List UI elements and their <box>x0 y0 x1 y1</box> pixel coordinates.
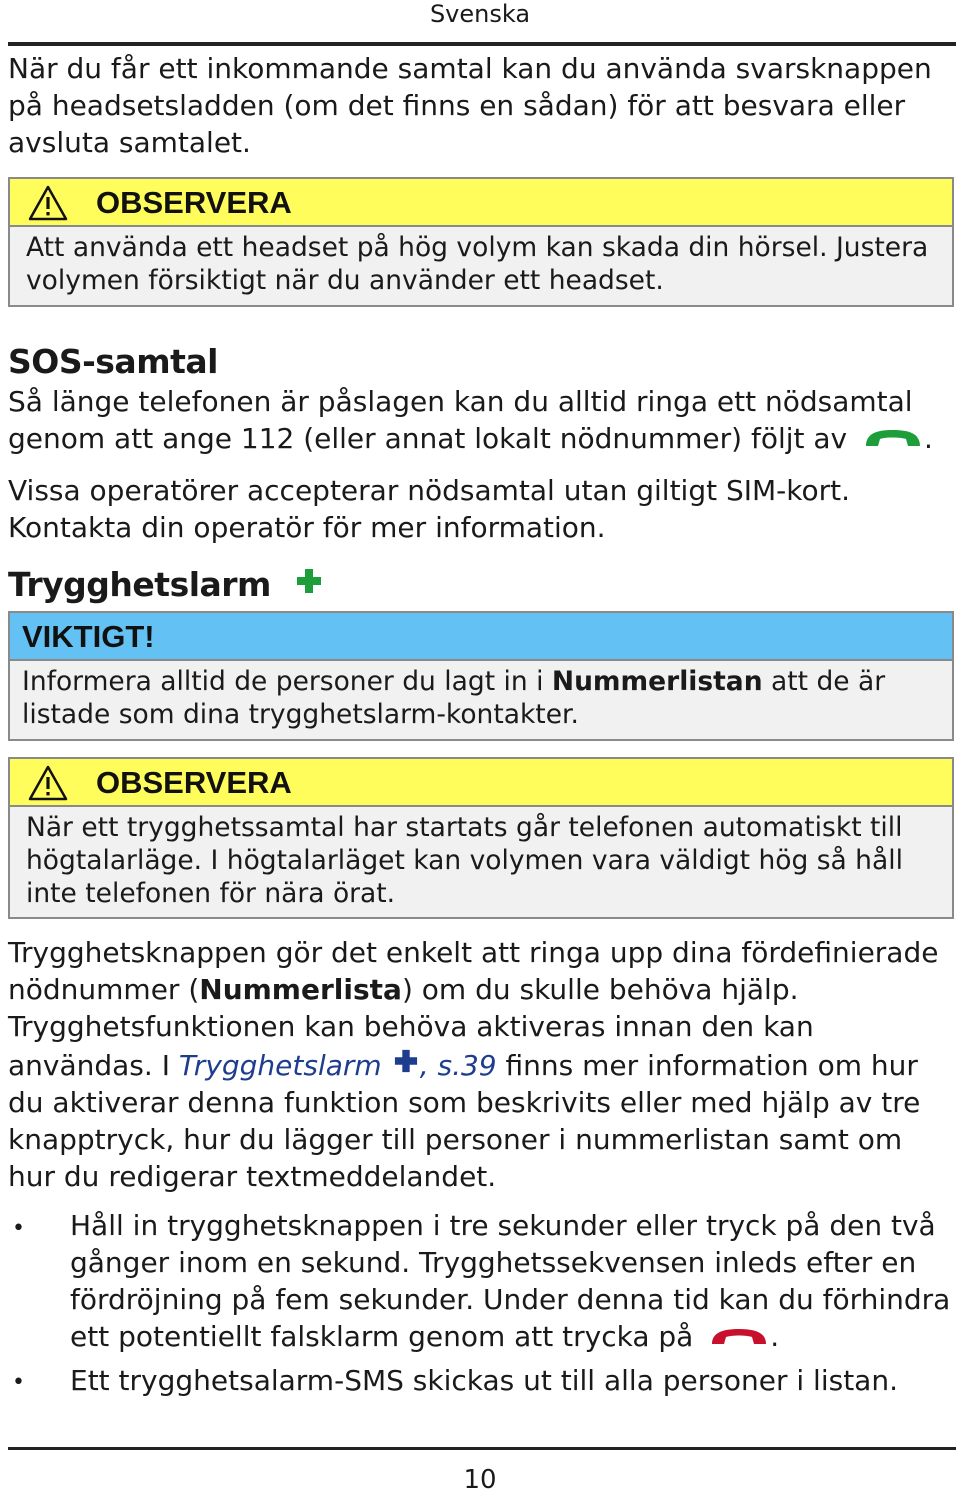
end-call-red-icon <box>708 1320 770 1357</box>
important-box <box>8 611 954 741</box>
section-heading-sos: SOS-samtal <box>8 342 218 381</box>
note-title: OBSERVERA <box>96 185 292 220</box>
important-text-bold: Nummerlistan <box>551 666 763 697</box>
bullet-list <box>0 1207 960 1407</box>
note-box-volume <box>8 177 954 307</box>
safety-paragraph-a: Trygghetsknappen gör det enkelt att ringa upp dina fördefinierade nödnummer ( <box>8 936 939 1006</box>
safety-paragraph <box>8 934 953 1195</box>
warning-icon <box>28 185 68 225</box>
note-header <box>10 179 952 227</box>
safety-paragraph-c: finns mer information om hur du aktiverar denna funktion som beskrivits eller med hjälp av tre knapptryck, hur du lägger till personer i nummerlistan samt om hur du redigerar textmeddelandet. <box>8 1049 921 1193</box>
note-title: OBSERVERA <box>96 765 292 800</box>
bullet-item-1-text: Håll in trygghetsknappen i tre sekunder eller tryck på den två gånger inom en sekund. Trygghetssekvensen inleds efter en fördröjning på fem sekunder. Under denna tid kan du förhindra ett potentiellt falsklarm genom att trycka på <box>70 1209 951 1353</box>
safety-paragraph-b: ) om du skulle behöva hjälp. Trygghetsfunktionen kan behöva aktiveras innan den kan användas. I <box>8 973 814 1082</box>
important-text <box>10 661 952 731</box>
call-green-icon <box>862 422 924 459</box>
link-trygghetslarm-text[interactable]: Trygghetslarm <box>178 1049 382 1082</box>
bullet-item-1 <box>70 1207 955 1357</box>
bullet-marker: • <box>12 1370 25 1395</box>
intro-paragraph: När du får ett inkommande samtal kan du använda svarsknappen på headsetsladden (om det finns en sådan) för att besvara eller avsluta samtalet. <box>8 52 932 159</box>
page-header-language: Svenska <box>429 0 531 28</box>
bullet-marker: • <box>12 1216 25 1241</box>
header-rule <box>8 42 956 46</box>
page-number: 10 <box>463 1465 497 1495</box>
note-text: När ett trygghetssamtal har startats går telefonen automatiskt till högtalarläge. I högtalarläget kan volymen vara väldigt hög så håll inte telefonen för nära örat. <box>26 812 903 909</box>
plus-icon <box>296 563 322 603</box>
link-trygghetslarm[interactable] <box>179 1049 497 1082</box>
sos-paragraph-1-end: . <box>924 422 933 455</box>
important-text-after: att de är listade som dina trygghetslarm-kontakter. <box>22 666 886 730</box>
warning-icon <box>28 765 68 805</box>
important-header <box>10 613 952 661</box>
note-text: Att använda ett headset på hög volym kan skada din hörsel. Justera volymen försiktigt när du använder ett headset. <box>26 232 929 296</box>
sos-paragraph-2: Vissa operatörer accepterar nödsamtal utan giltigt SIM-kort. Kontakta din operatör för mer information. <box>8 474 851 544</box>
footer-rule <box>8 1447 956 1450</box>
bullet-item-2: Ett trygghetsalarm-SMS skickas ut till alla personer i listan. <box>70 1364 898 1397</box>
bullet-item-1-end: . <box>770 1320 780 1353</box>
note-header <box>10 759 952 807</box>
safety-paragraph-bold: Nummerlista <box>199 973 402 1006</box>
important-text-before: Informera alltid de personer du lagt in i <box>22 666 544 697</box>
sos-paragraph-1 <box>8 383 953 459</box>
sos-paragraph-1-text: Så länge telefonen är påslagen kan du alltid ringa ett nödsamtal genom att ange 112 (eller annat lokalt nödnummer) följt av <box>8 385 913 455</box>
plus-icon <box>394 1045 418 1082</box>
section-heading-safety-text: Trygghetslarm <box>8 565 271 604</box>
important-title: VIKTIGT! <box>22 619 155 654</box>
note-box-speaker <box>8 757 954 919</box>
section-heading-safety <box>8 563 322 605</box>
link-page-ref[interactable]: , s.39 <box>419 1049 497 1082</box>
